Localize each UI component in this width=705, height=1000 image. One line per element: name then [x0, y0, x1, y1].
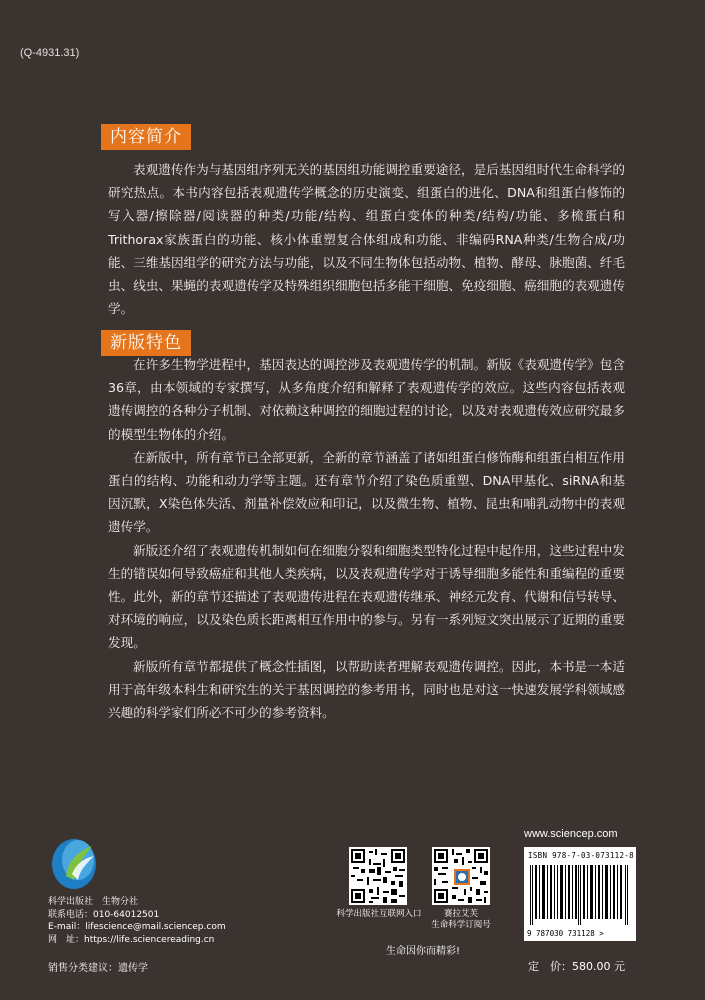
publisher-website-url: www.sciencep.com: [524, 828, 618, 840]
features-paragraph: 在新版中，所有章节已全部更新，全新的章节涵盖了诸如组蛋白修饰酶和组蛋白相互作用蛋白的结构、功能和动力学等主题。还有章节介绍了染色质重塑、DNA甲基化、siRNA和基因沉默，X染色体失活、剂量补偿效应和印记，以及微生物、植物、昆虫和哺乳动物中的表观遗传学。: [108, 449, 625, 535]
qr-label-subscription-name: 赛拉艾芙: [443, 909, 478, 919]
features-paragraph: 新版还介绍了表观遗传机制如何在细胞分裂和细胞类型特化过程中起作用，这些过程中发生的错误如何导致癌症和其他人类疾病，以及表观遗传学对于诱导细胞多能性和重编程的重要性。此外，新的章节还描述了表观遗传进程在表观遗传继承、神经元发育、代谢和信号转导、对环境的响应，以及染色质长距离相互作用中的参与。另有一系列短文突出展示了近期的重要发现。: [108, 542, 625, 651]
section-title-summary: 内容简介: [101, 124, 191, 150]
price: 定 价：580.00 元: [528, 960, 625, 973]
qr-label-subscription-desc: 生命科学订阅号: [431, 920, 491, 930]
publisher-phone: 联系电话：010-64012501: [48, 909, 160, 920]
qr-label-publisher: 科学出版社互联网入口: [336, 909, 422, 919]
publisher-name: 科学出版社 生物分社: [48, 897, 139, 907]
isbn-barcode: [524, 847, 636, 941]
features-paragraph: 在许多生物学进程中，基因表达的调控涉及表观遗传学的机制。新版《表观遗传学》包含36章，由本领域的专家撰写，从多角度介绍和解释了表观遗传学的效应。这些内容包括表观遗传调控的各种分子机制、对依赖这种调控的细胞过程的讨论，以及对表观遗传效应研究最多的模型生物体的介绍。: [108, 357, 625, 442]
sales-category: 销售分类建议：遗传学: [48, 963, 148, 974]
qr-label-subscription: [412, 909, 510, 931]
barcode-digits: 9 787030 731128 >: [527, 929, 604, 938]
summary-paragraph: 表观遗传作为与基因组序列无关的基因组功能调控重要途径，是后基因组时代生命科学的研究热点。本书内容包括表观遗传学概念的历史演变、组蛋白的进化、DNA和组蛋白修饰的写入器/擦除器/阅读器的种类/功能/结构、组蛋白变体的种类/结构/功能、多梳蛋白和Trithorax家族蛋白的功能、核小体重塑复合体组成和功能、非编码RNA种类/生物合成/功能、三维基因组学的研究方法与功能，以及不同生物体包括动物、植物、酵母、脉胞菌、纤毛虫、线虫、果蝇的表观遗传学及特殊组织细胞包括多能干细胞、免疫细胞、癌细胞的表观遗传学。: [108, 162, 625, 317]
isbn-number: ISBN 978-7-03-073112-8: [528, 851, 634, 860]
barcode-icon: [530, 865, 630, 925]
publisher-email: E-mail：lifescience@mail.sciencep.com: [48, 922, 226, 932]
science-press-logo: [48, 834, 104, 890]
summary-text: [108, 158, 625, 320]
publisher-info: [48, 896, 226, 946]
section-title-features: 新版特色: [101, 330, 191, 356]
qr-code-subscription-icon: [432, 847, 490, 905]
features-paragraph: 新版所有章节都提供了概念性插图，以帮助读者理解表观遗传调控。因此，本书是一本适用于高年级本科生和研究生的关于基因调控的参考用书，同时也是对这一快速发展学科领域感兴趣的科学家们所必不可少的参考资料。: [108, 658, 625, 721]
qr-code-publisher-icon: [349, 847, 407, 905]
slogan: 生命因你而精彩!: [386, 946, 461, 957]
features-text: [108, 353, 625, 724]
publisher-website: 网 址：https://life.sciencereading.cn: [48, 934, 215, 945]
book-code: (Q-4931.31): [20, 47, 80, 59]
